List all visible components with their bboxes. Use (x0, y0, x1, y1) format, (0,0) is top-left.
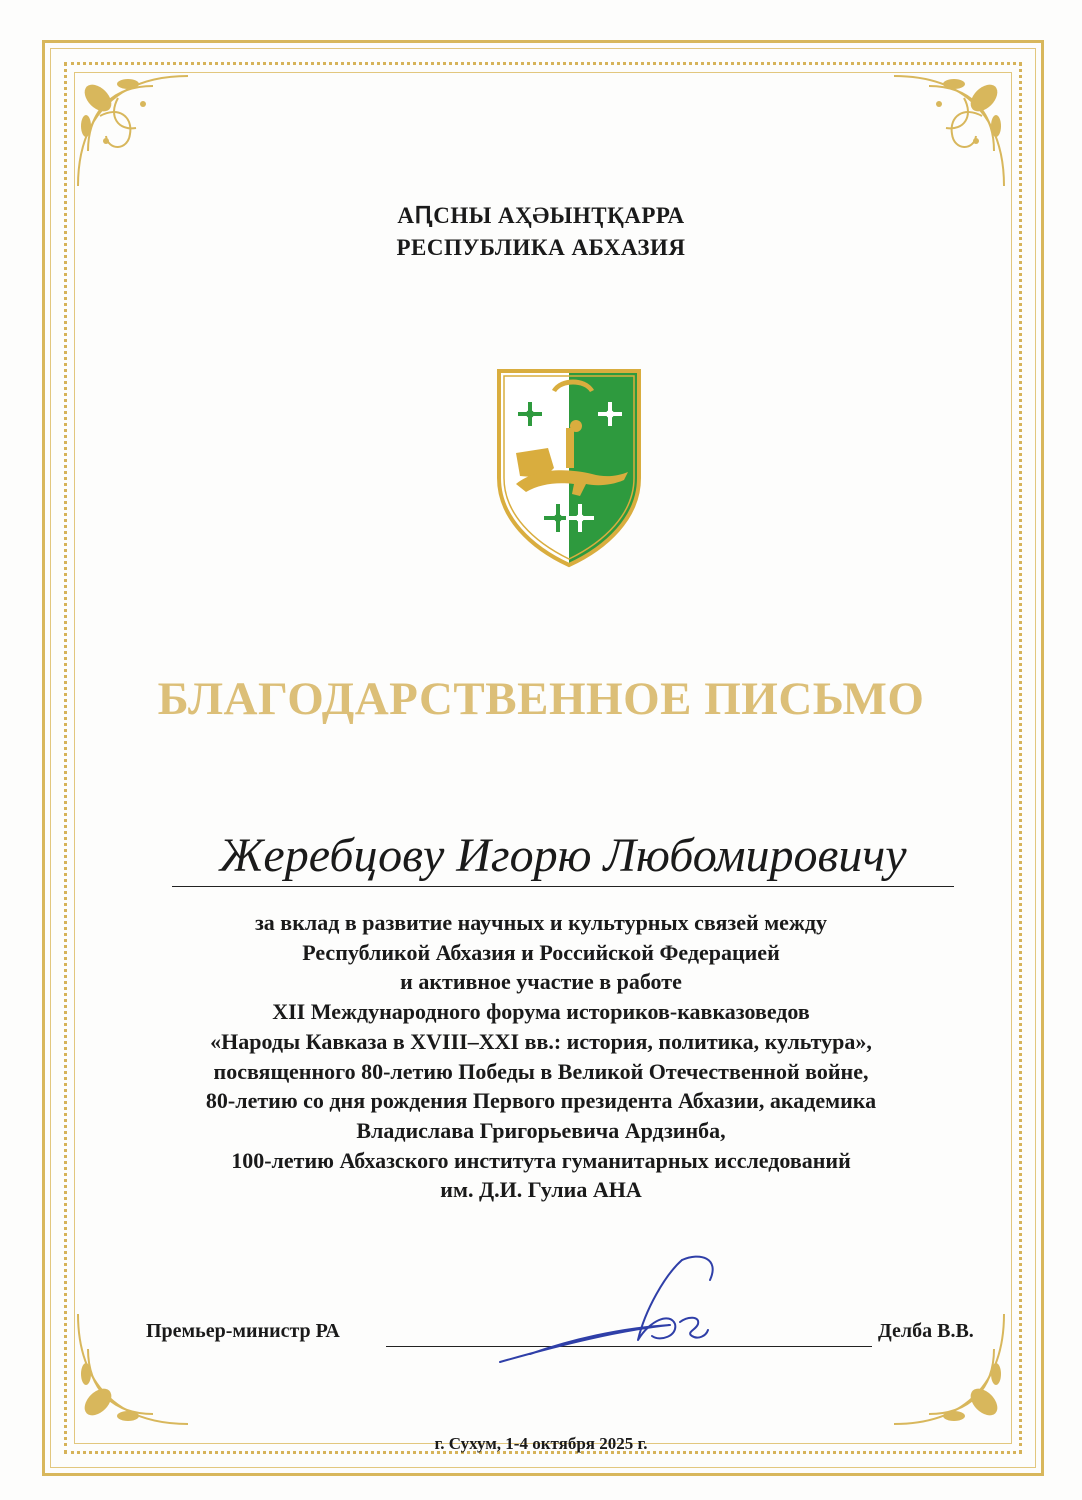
citation-line: им. Д.И. Гулиа АНА (440, 1177, 642, 1203)
signatory-position: Премьер-министр РА (146, 1320, 340, 1342)
header-abkhaz: АԤСНЫ АҲӘЫНҬҚАРРА (397, 203, 685, 228)
corner-ornament-icon (874, 56, 1024, 206)
header-russian: РЕСПУБЛИКА АБХАЗИЯ (396, 235, 686, 260)
citation-line: Республикой Абхазия и Российской Федерацией (302, 939, 780, 965)
citation-line: за вклад в развитие научных и культурных связей между (254, 910, 828, 935)
citation-line: 100-летию Абхазского института гуманитарных исследований (231, 1147, 851, 1173)
place-and-date: г. Сухум, 1-4 октября 2025 г. (434, 1434, 648, 1453)
handwritten-signature-icon (470, 1250, 750, 1380)
corner-ornament-icon (874, 1294, 1024, 1444)
corner-ornament-icon (58, 1294, 208, 1444)
citation-line: и активное участие в работе (400, 969, 682, 995)
citation-line: посвященного 80-летию Победы в Великой Отечественной войне, (213, 1058, 869, 1084)
abkhazia-coat-of-arms-icon (496, 368, 642, 568)
citation-line: Владислава Григорьевича Ардзинба, (356, 1117, 726, 1143)
inner-frame-border (74, 72, 1012, 1444)
citation-line: 80-летию со дня рождения Первого президента Абхазии, академика (205, 1088, 877, 1114)
recipient-name: Жеребцову Игорю Любомировичу (172, 828, 954, 887)
corner-ornament-icon (58, 56, 208, 206)
document-title: БЛАГОДАРСТВЕННОЕ ПИСЬМО (157, 673, 925, 725)
citation-text (120, 908, 962, 1205)
citation-line: XII Международного форума историков-кавказоведов (272, 999, 810, 1025)
signatory-name: Делба В.В. (878, 1320, 974, 1342)
citation-line: «Народы Кавказа в XVIII–XXI вв.: история, политика, культура», (210, 1028, 872, 1054)
